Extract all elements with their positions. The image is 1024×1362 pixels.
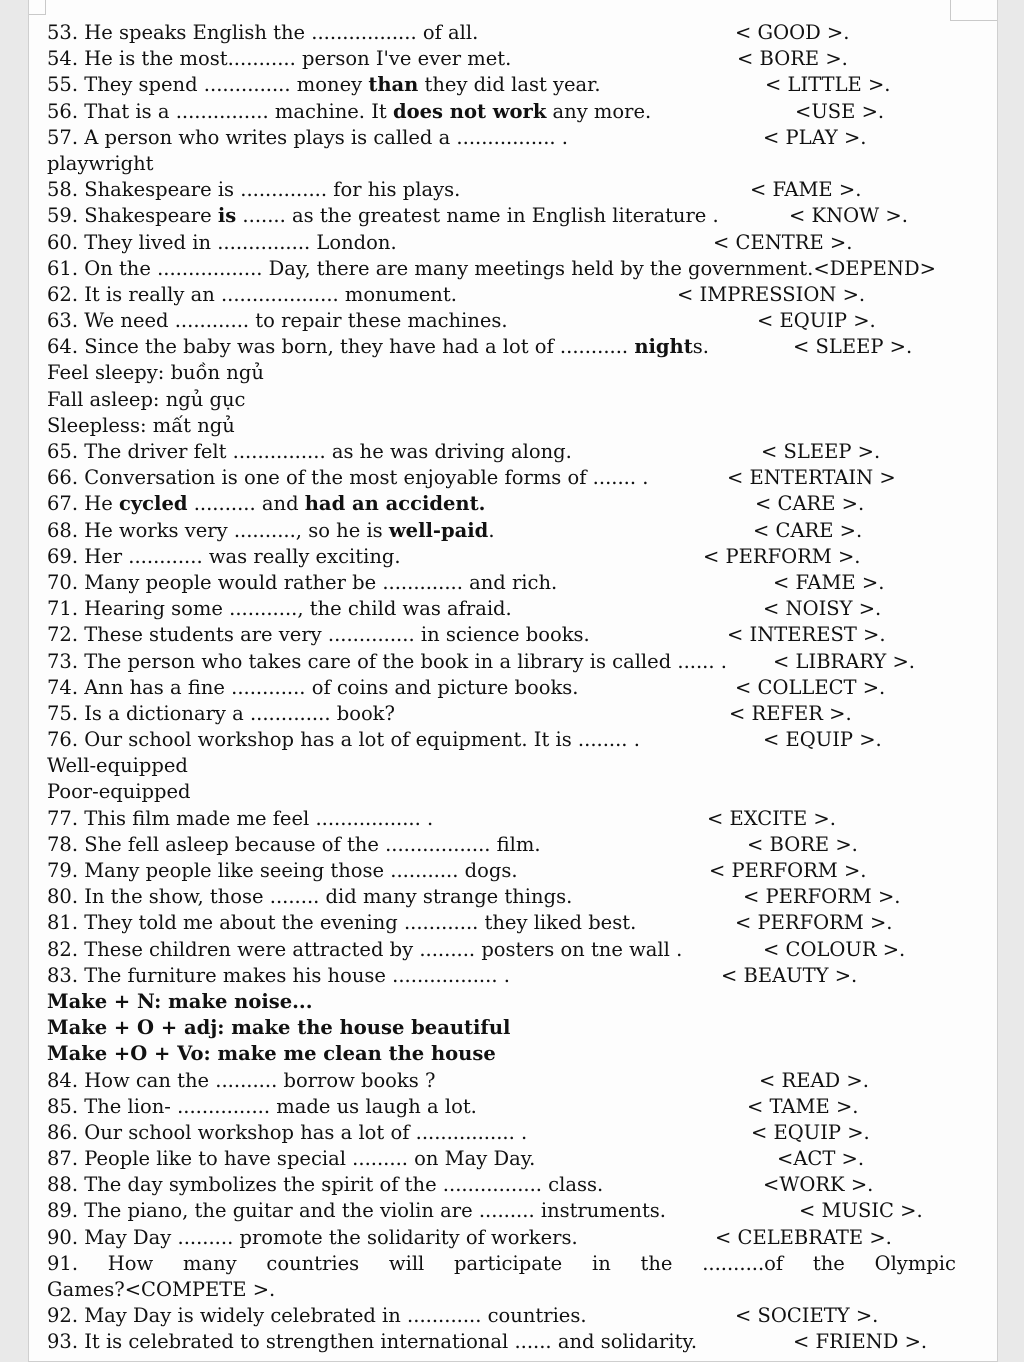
word-hint: < CENTRE >. [713,230,853,254]
sentence-segment: 84. How can the .......... borrow books ? [47,1068,436,1092]
sentence-segment: 79. Many people like seeing those ........... dogs. [47,859,518,882]
word-hint: < REFER >. [729,701,852,725]
exercise-item [47,1198,987,1224]
exercise-item [47,1172,987,1198]
word-hint: < FRIEND >. [793,1330,928,1354]
exercise-item [47,701,987,727]
exercise-item [47,465,987,491]
exercise-sentence [47,1303,587,1329]
exercise-item [47,727,987,753]
word-hint: < EQUIP >. [757,309,876,333]
word-hint: <WORK >. [763,1173,874,1197]
exercise-item [47,282,987,308]
exercise-sentence [47,308,508,334]
exercise-item [47,439,987,465]
exercise-sentence [47,99,651,125]
sentence-segment: 65. The driver felt ............... as he was driving along. [47,440,572,463]
word-hint: < FAME >. [773,570,885,594]
sentence-word: many [182,1251,237,1275]
sentence-segment: 76. Our school workshop has a lot of equipment. It is ........ . [47,728,640,752]
exercise-list [47,20,987,1356]
sentence-segment: 68. He works very .........., so he is [47,518,389,542]
sentence-segment: 58. Shakespeare is .............. for his plays. [47,178,461,202]
note-text: Fall asleep: ngủ gục [47,387,246,411]
exercise-item [47,806,987,832]
word-hint: < EXCITE >. [707,806,836,830]
sentence-word: will [388,1251,425,1275]
sentence-word: the [812,1251,845,1275]
sentence-segment: 64. Since the baby was born, they have had a lot of ........... [47,335,635,359]
exercise-item [47,1068,987,1094]
word-hint: < COLOUR >. [763,937,906,961]
exercise-sentence [47,570,557,596]
sentence-segment: 92. May Day is widely celebrated in ............ countries. [47,1304,587,1328]
exercise-sentence [47,125,568,151]
exercise-item [47,596,987,622]
word-hint: < PERFORM >. [703,544,861,568]
sentence-segment: 77. This film made me feel ................. . [47,806,434,830]
document-page [28,0,998,1362]
sentence-segment: 62. It is really an ................... monument. [47,282,457,306]
word-hint: < PERFORM >. [735,911,893,935]
sentence-segment: 81. They told me about the evening ............ they liked best. [47,911,637,935]
sentence-segment: 63. We need ............ to repair these machines. [47,309,508,333]
exercise-sentence [47,1146,535,1172]
sentence-segment: any more. [546,99,652,123]
word-hint: < READ >. [759,1068,869,1092]
word-hint: < ENTERTAIN > [727,466,896,490]
sentence-segment: 88. The day symbolizes the spirit of the ................ class. [47,1173,604,1197]
word-hint: < PERFORM >. [743,885,901,909]
sentence-segment: 74. Ann has a fine ............ of coins and picture books. [47,675,579,699]
exercise-item [47,1094,987,1120]
sentence-segment: they did last year. [418,73,601,97]
exercise-item [47,544,987,570]
word-hint: < CELEBRATE >. [715,1225,892,1249]
word-hint: < GOOD >. [735,21,850,44]
note-text: Sleepless: mất ngủ [47,413,235,437]
word-hint: < IMPRESSION >. [677,282,866,306]
sentence-word: How [107,1251,154,1275]
exercise-sentence [47,622,590,648]
exercise-item [47,99,987,125]
sentence-segment: than [368,73,419,97]
exercise-item [47,1329,987,1355]
sentence-segment: 80. In the show, those ........ did many strange things. [47,885,573,909]
word-hint: < PLAY >. [763,125,867,149]
exercise-sentence [47,439,572,465]
vocab-note [47,779,987,805]
sentence-word: Olympic [874,1251,956,1275]
exercise-sentence [47,203,719,229]
sentence-segment: well-paid [388,518,489,542]
exercise-item [47,649,987,675]
vocab-note [47,360,987,386]
sentence-segment: 70. Many people would rather be ............. and rich. [47,570,558,594]
word-hint: < KNOW >. [789,204,908,228]
exercise-item [47,1251,987,1277]
word-hint: < PERFORM >. [709,859,867,882]
exercise-sentence [47,1094,477,1120]
exercise-sentence [47,727,640,753]
word-hint: < FAME >. [750,178,862,202]
sentence-word: ..........of [702,1251,784,1275]
sentence-segment: 83. The furniture makes his house ................. . [47,963,510,987]
note-text: Well-equipped [47,754,188,778]
exercise-sentence [47,806,433,832]
vocab-note [47,753,987,779]
exercise-sentence [47,334,709,360]
sentence-segment: 82. These children were attracted by ......... posters on tne wall . [47,937,683,961]
exercise-item [47,884,987,910]
exercise-sentence [47,46,511,72]
sentence-segment: .......... and [187,492,305,516]
sentence-segment: does not work [392,99,547,123]
exercise-item [47,46,987,72]
exercise-item [47,334,987,360]
note-text: playwright [47,151,154,175]
note-text: Feel sleepy: buồn ngủ [47,361,264,385]
exercise-sentence [47,544,401,570]
word-hint: < NOISY >. [763,597,882,621]
word-hint: <ACT >. [777,1147,865,1171]
sentence-segment: night [634,335,693,359]
note-text: Poor-equipped [47,780,191,804]
word-hint: < COLLECT >. [735,675,886,699]
page-corner-mark [950,0,997,21]
word-hint: < MUSIC >. [799,1199,923,1223]
exercise-item [47,256,987,282]
exercise-item [47,230,987,256]
exercise-item [47,1303,987,1329]
sentence-segment: 57. A person who writes plays is called a ................ . [47,125,569,149]
exercise-item [47,1225,987,1251]
exercise-sentence [47,1329,697,1355]
exercise-sentence [47,963,510,989]
exercise-sentence [47,282,457,308]
exercise-item [47,832,987,858]
exercise-item [47,858,987,884]
sentence-segment: 67. He [47,492,119,516]
exercise-item [47,177,987,203]
sentence-segment: ....... as the greatest name in English literature . [236,204,719,228]
sentence-segment: had an accident. [304,492,486,516]
rule-text: Make + N: make noise... [47,989,313,1013]
sentence-segment: 89. The piano, the guitar and the violin are ......... instruments. [47,1199,666,1223]
exercise-item [47,570,987,596]
exercise-item [47,518,987,544]
vocab-note [47,1277,987,1303]
word-hint: < INTEREST >. [727,623,886,647]
exercise-sentence [47,20,478,46]
grammar-rule [47,1015,987,1041]
exercise-item [47,910,987,936]
exercise-item [47,308,987,334]
word-hint: <USE >. [795,99,885,123]
exercise-sentence [47,884,572,910]
sentence-segment: 59. Shakespeare [47,204,218,228]
sentence-segment: 54. He is the most........... person I've ever met. [47,47,512,71]
sentence-word: the [640,1251,673,1275]
exercise-item [47,203,987,229]
exercise-sentence [47,1225,578,1251]
sentence-word: countries [266,1251,360,1275]
sentence-segment: 53. He speaks English the ................. of all. [47,21,479,44]
word-hint: < CARE >. [753,518,863,542]
exercise-item [47,20,987,46]
exercise-item [47,125,987,151]
sentence-segment: 72. These students are very .............. in science books. [47,623,590,647]
vocab-note [47,387,987,413]
exercise-sentence [47,910,636,936]
exercise-sentence [47,1251,956,1277]
word-hint: < BORE >. [737,47,848,71]
exercise-sentence [47,1120,527,1146]
sentence-segment: 75. Is a dictionary a ............. book? [47,701,395,725]
exercise-sentence [47,832,541,858]
word-hint: < CARE >. [755,492,865,516]
exercise-item [47,72,987,98]
exercise-sentence [47,230,397,256]
sentence-segment: 71. Hearing some ..........., the child was afraid. [47,597,512,621]
exercise-sentence [47,1198,666,1224]
rule-text: Make + O + adj: make the house beautiful [47,1016,511,1040]
sentence-word: 91. [47,1251,79,1275]
exercise-sentence [47,649,727,675]
sentence-segment: 55. They spend .............. money [47,73,369,97]
sentence-segment: 60. They lived in ............... London. [47,230,397,254]
exercise-sentence [47,675,578,701]
word-hint: < BORE >. [747,832,858,856]
sentence-word: participate [454,1251,563,1275]
word-hint: < EQUIP >. [751,1120,870,1144]
sentence-segment: 73. The person who takes care of the book in a library is called ...... . [47,649,727,673]
sentence-word: in [591,1251,611,1275]
vocab-note [47,151,987,177]
word-hint: < SLEEP >. [793,335,913,359]
word-hint: < EQUIP >. [763,728,882,752]
exercise-item [47,491,987,517]
exercise-sentence [47,937,682,963]
exercise-item [47,1146,987,1172]
sentence-segment: 69. Her ............ was really exciting. [47,544,401,568]
sentence-segment: 90. May Day ......... promote the solidarity of workers. [47,1225,578,1249]
exercise-item [47,622,987,648]
exercise-item [47,963,987,989]
exercise-item [47,1120,987,1146]
exercise-sentence [47,491,485,517]
exercise-sentence [47,256,936,282]
exercise-sentence [47,701,395,727]
exercise-item [47,675,987,701]
sentence-segment: 78. She fell asleep because of the ................. film. [47,832,541,856]
sentence-segment: 61. On the ................. Day, there are many meetings held by the government.<DEPEND> [47,256,936,280]
word-hint: < LIBRARY >. [773,649,915,673]
sentence-segment: cycled [118,492,188,516]
exercise-sentence [47,596,512,622]
exercise-sentence [47,1068,435,1094]
note-text: Games?<COMPETE >. [47,1278,276,1301]
exercise-sentence [47,518,495,544]
sentence-segment: . [488,518,495,542]
word-hint: < SOCIETY >. [735,1304,879,1328]
word-hint: < BEAUTY >. [721,963,858,987]
word-hint: < LITTLE >. [765,73,891,97]
sentence-segment: is [217,204,237,228]
grammar-rule [47,989,987,1015]
rule-text: Make +O + Vo: make me clean the house [47,1042,496,1066]
word-hint: < SLEEP >. [761,440,881,463]
exercise-sentence [47,858,518,884]
word-hint: < TAME >. [747,1094,859,1118]
exercise-sentence [47,465,648,491]
page-corner-mark [29,0,46,15]
exercise-sentence [47,72,601,98]
sentence-segment: 85. The lion- ............... made us laugh a lot. [47,1094,477,1118]
grammar-rule [47,1041,987,1067]
exercise-sentence [47,177,460,203]
exercise-sentence [47,1172,603,1198]
sentence-segment: 93. It is celebrated to strengthen international ...... and solidarity. [47,1330,698,1354]
sentence-segment: 87. People like to have special ......... on May Day. [47,1147,536,1171]
exercise-item [47,937,987,963]
sentence-segment: 86. Our school workshop has a lot of ................ . [47,1120,528,1144]
vocab-note [47,413,987,439]
sentence-segment: 66. Conversation is one of the most enjoyable forms of ....... . [47,466,649,490]
sentence-segment: 56. That is a ............... machine. It [47,99,393,123]
sentence-segment: s. [692,335,709,359]
